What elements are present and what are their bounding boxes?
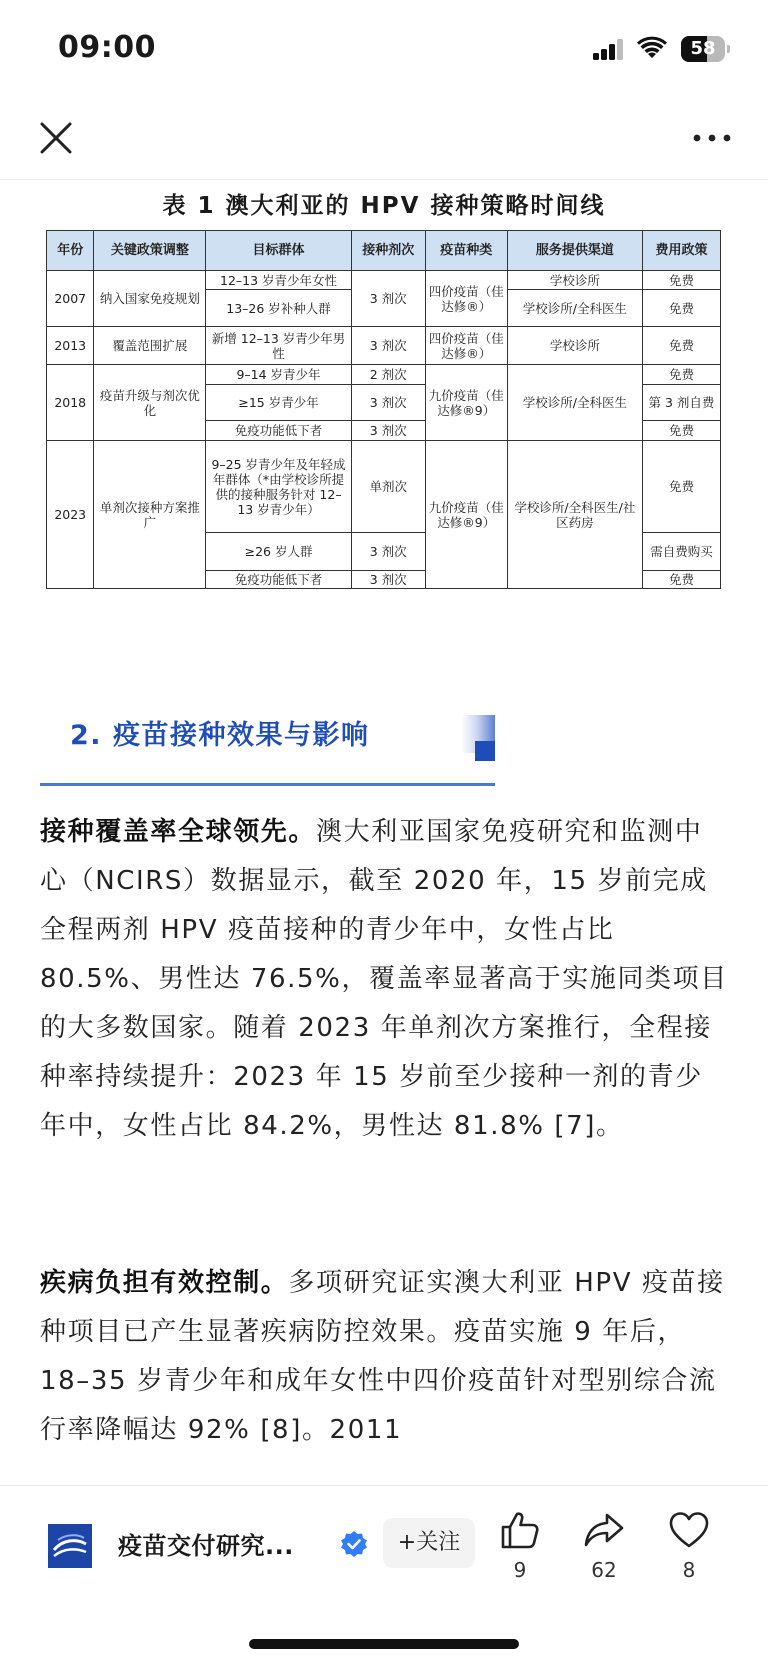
group-cell: 新增 12–13 岁青少年男性 bbox=[206, 327, 352, 365]
group-cell: 免疫功能低下者 bbox=[206, 571, 352, 589]
table-header-cell: 疫苗种类 bbox=[425, 231, 507, 271]
doses-cell: 3 剂次 bbox=[351, 421, 425, 441]
table-header-row bbox=[47, 231, 721, 271]
year-cell: 2023 bbox=[47, 441, 94, 589]
year-cell: 2007 bbox=[47, 271, 94, 327]
bottom-action-bar bbox=[0, 1485, 768, 1663]
fee-cell: 免费 bbox=[642, 271, 720, 290]
home-indicator[interactable] bbox=[249, 1639, 519, 1649]
doses-cell: 3 剂次 bbox=[351, 533, 425, 571]
thumbs-up-icon bbox=[499, 1510, 541, 1550]
table-header-cell: 关键政策调整 bbox=[94, 231, 206, 271]
table-row bbox=[47, 365, 721, 385]
fee-cell: 免费 bbox=[642, 571, 720, 589]
author-name[interactable]: 疫苗交付研究... bbox=[118, 1532, 294, 1560]
vaccine-cell: 四价疫苗（佳达修®） bbox=[425, 271, 507, 327]
group-cell: 9–14 岁青少年 bbox=[206, 365, 352, 385]
policy-cell: 覆盖范围扩展 bbox=[94, 327, 206, 365]
channel-cell: 学校诊所/全科医生/社区药房 bbox=[507, 441, 642, 589]
table-title: 表 1 澳大利亚的 HPV 接种策略时间线 bbox=[162, 193, 606, 219]
doses-cell: 3 剂次 bbox=[351, 327, 425, 365]
favorite-count: 8 bbox=[682, 1558, 696, 1582]
year-cell: 2013 bbox=[47, 327, 94, 365]
group-cell: 免疫功能低下者 bbox=[206, 421, 352, 441]
group-cell: ≥15 岁青少年 bbox=[206, 385, 352, 421]
fee-cell: 免费 bbox=[642, 421, 720, 441]
year-cell: 2018 bbox=[47, 365, 94, 441]
share-button[interactable] bbox=[574, 1510, 634, 1582]
policy-cell: 纳入国家免疫规划 bbox=[94, 271, 206, 327]
fee-cell: 免费 bbox=[642, 327, 720, 365]
more-icon[interactable] bbox=[690, 120, 734, 156]
table-row bbox=[47, 271, 721, 290]
table-figure bbox=[0, 181, 768, 621]
vaccine-cell: 九价疫苗（佳达修®9） bbox=[425, 441, 507, 589]
table-row bbox=[47, 327, 721, 365]
doses-cell: 单剂次 bbox=[351, 441, 425, 533]
author-avatar[interactable] bbox=[48, 1524, 92, 1568]
cellular-signal-icon bbox=[593, 38, 625, 60]
paragraph-disease-burden bbox=[40, 1259, 730, 1479]
section-underline bbox=[40, 783, 495, 786]
favorite-button[interactable] bbox=[659, 1510, 719, 1582]
doses-cell: 3 剂次 bbox=[351, 571, 425, 589]
paragraph-lead: 接种覆盖率全球领先。 bbox=[40, 817, 317, 847]
status-time: 09:00 bbox=[58, 30, 156, 65]
battery-icon bbox=[681, 36, 731, 62]
section-decoration bbox=[455, 715, 495, 761]
doses-cell: 2 剂次 bbox=[351, 365, 425, 385]
paragraph-body: 多项研究证实澳大利亚 HPV 疫苗接种项目已产生显著疾病防控效果。疫苗实施 9 年后，18–35 岁青少年和成年女性中四价疫苗针对型别综合流行率降幅达 92% [8]。2011 bbox=[40, 1268, 725, 1445]
fee-cell: 免费 bbox=[642, 290, 720, 327]
table-header-cell: 年份 bbox=[47, 231, 94, 271]
status-bar bbox=[0, 0, 768, 100]
author-logo-icon bbox=[48, 1524, 92, 1568]
share-icon bbox=[583, 1510, 625, 1550]
doses-cell: 3 剂次 bbox=[351, 271, 425, 327]
paragraph-lead: 疾病负担有效控制。 bbox=[40, 1268, 289, 1298]
battery-level: 58 bbox=[690, 38, 716, 59]
vaccine-cell: 九价疫苗（佳达修®9） bbox=[425, 365, 507, 441]
table-header-cell: 服务提供渠道 bbox=[507, 231, 642, 271]
paragraph-coverage bbox=[40, 808, 730, 1151]
group-cell: 13–26 岁补种人群 bbox=[206, 290, 352, 327]
table-header-cell: 目标群体 bbox=[206, 231, 352, 271]
vaccine-cell: 四价疫苗（佳达修®） bbox=[425, 327, 507, 365]
verified-badge-icon bbox=[340, 1530, 368, 1558]
table-header-cell: 费用政策 bbox=[642, 231, 720, 271]
section-heading bbox=[40, 703, 495, 787]
fee-cell: 免费 bbox=[642, 365, 720, 385]
channel-cell: 学校诊所 bbox=[507, 271, 642, 290]
like-button[interactable] bbox=[490, 1510, 550, 1582]
policy-cell: 疫苗升级与剂次优化 bbox=[94, 365, 206, 441]
paragraph-body: 澳大利亚国家免疫研究和监测中心（NCIRS）数据显示，截至 2020 年，15 岁前完成全程两剂 HPV 疫苗接种的青少年中，女性占比 80.5%、男性达 76.5%，覆盖率显著高于实施同类项目的大多数国家。随着 2023 年单剂次方案推行，全程接种率持续提升：2023 年 15 岁前至少接种一剂的青少年中，女性占比 84.2%，男性达 81.8% [7]。 bbox=[40, 817, 728, 1141]
group-cell: 12–13 岁青少年女性 bbox=[206, 271, 352, 290]
section-title: 2. 疫苗接种效果与影响 bbox=[70, 720, 370, 751]
like-count: 9 bbox=[513, 1558, 527, 1582]
group-cell: 9–25 岁青少年及年轻成年群体（*由学校诊所提供的接种服务针对 12–13 岁青少年） bbox=[206, 441, 352, 533]
follow-button[interactable]: +关注 bbox=[383, 1518, 475, 1568]
channel-cell: 学校诊所/全科医生 bbox=[507, 365, 642, 441]
article-header bbox=[0, 100, 768, 180]
doses-cell: 3 剂次 bbox=[351, 385, 425, 421]
fee-cell: 免费 bbox=[642, 441, 720, 533]
channel-cell: 学校诊所 bbox=[507, 327, 642, 365]
table-row bbox=[47, 441, 721, 533]
policy-cell: 单剂次接种方案推广 bbox=[94, 441, 206, 589]
hpv-strategy-table bbox=[46, 230, 721, 589]
channel-cell: 学校诊所/全科医生 bbox=[507, 290, 642, 327]
fee-cell: 第 3 剂自费 bbox=[642, 385, 720, 421]
fee-cell: 需自费购买 bbox=[642, 533, 720, 571]
heart-icon bbox=[668, 1510, 710, 1550]
group-cell: ≥26 岁人群 bbox=[206, 533, 352, 571]
close-icon[interactable] bbox=[36, 118, 76, 158]
table-header-cell: 接种剂次 bbox=[351, 231, 425, 271]
share-count: 62 bbox=[591, 1558, 617, 1582]
wifi-icon bbox=[637, 36, 667, 60]
